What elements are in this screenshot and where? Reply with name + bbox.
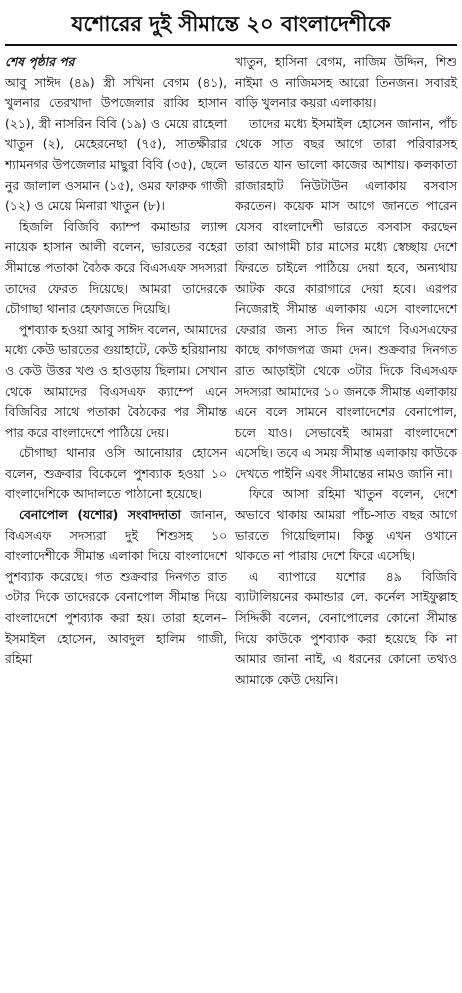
paragraph-names-continued: খাতুন, হাসিনা বেগম, নাজিম উদ্দিন, শিশু নাইমা ও নাজিমসহ আরো তিনজন। সবারই বাড়ি খুলনার কয়রা এলাকায়। <box>235 55 457 111</box>
paragraph-benapole <box>5 505 227 670</box>
paragraph-abu-sayeed: পুশব্যাক হওয়া আবু সাঈদ বলেন, আমাদের মধ্যে কেউ ভারতের গুয়াহাটে, কেউ হরিয়ানায় ও কেউ উত্তর খণ্ড ও হাওড়ায় ছিলাম। সেখান থেকে আমাদের বিএসএফ ক্যাম্পে এনে বিজিবির সাথে পতাকা বৈঠকের পর সীমান্ত পার করে বাংলাদেশে পাঠিয়ে দেয়। <box>5 322 227 440</box>
left-column <box>5 52 227 690</box>
article-body <box>5 52 457 690</box>
paragraph-oc-statement: চৌগাছা থানার ওসি আনোয়ার হোসেন বলেন, শুক্রবার বিকেলে পুশব্যাক হওয়া ১০ বাংলাদেশিকে আদালতে পাঠানো হয়েছে। <box>5 446 227 502</box>
headline: যশোরের দুই সীমান্তে ২০ বাংলাদেশীকে <box>5 4 457 46</box>
paragraph-bgb-commander: এ ব্যাপারে যশোর ৪৯ বিজিবি ব্যাটালিয়নের কমান্ডার লে. কর্নেল সাইফুল্লাহ সিদ্দিকী বলেন, বেনাপোলের কোনো সীমান্ত দিয়ে কাউকে পুশব্যাক করা হয়েছে কি না আমার জানা নাই, এ ধরনের কোনো তথ্যও আমাকে কেউ দেয়নি। <box>235 569 457 687</box>
benapole-dateline: বেনাপোল (যশোর) সংবাদদাতা <box>19 508 182 523</box>
paragraph-rahima-khatun: ফিরে আসা রহিমা খাতুন বলেন, দেশে অভাবে থাকায় আমরা পাঁচ-সাত বছর আগে ভারতে গিয়েছিলাম। কিন্তু এখন ওখানে থাকতে না পারায় দেশে ফিরে এসেছি। <box>235 487 457 564</box>
paragraph-victims-list: আবু সাঈদ (৪৯) স্ত্রী সখিনা বেগম (৪১), খুলনার তেরখাদা উপজেলার রাব্বি হাসান (২১), স্ত্রী নাসরিন বিবি (১৯) ও মেয়ে রাহেলা খাতুন (২), মেহেরনেছা (৭৫), সাতক্ষীরার শ্যামনগর উপজেলার মাছুরা বিবি (৩৫), ছেলে নুর জালাল ওসমান (১৫), ওমর ফারুক গাজী (১২) ও মেয়ে মিনারা খাতুন (৮)। <box>5 75 227 214</box>
paragraph-bgb-statement: হিজলি বিজিবি ক্যাম্প কমান্ডার ল্যান্স নায়েক হাসান আলী বলেন, ভারতের বহেরা সীমান্তে পতাকা বৈঠক করে বিএসএফ সদস্যরা তাদের ফেরত দিয়েছে। আমরা তাদেরকে চৌগাছা থানার হেফাজতে দিয়েছি। <box>5 219 227 317</box>
paragraph-ismail-hossain: তাদের মধ্যে ইসমাইল হোসেন জানান, পাঁচ থেকে সাত বছর আগে তারা পরিবারসহ ভারতে যান ভালো কাজের আশায়। কলকাতা রাজারহাট নিউটাউন এলাকায় বসবাস করতেন। কয়েক মাস আগে জানতে পারেন যেসব বাংলাদেশী ভারতে বসবাস করছেন তারা আগামী চার মাসের মধ্যে স্বেচ্ছায় দেশে ফিরতে চাইলে পাঠিয়ে দেয়া হবে, অন্যথায় আটক করে কারাগারে দেয়া হবে। এরপর নিজেরাই সীমান্ত এলাকায় এসে বাংলাদেশে ফেরার জন্য সাত দিন আগে বিএসএফের কাছে কাগজপত্র জমা দেন। শুক্রবার দিনগত রাত আড়াইটা থেকে ৩টার দিকে বিএসএফ সদস্যরা আমাদের ১০ জনকে সীমান্ত এলাকায় এনে বলে সামনে বাংলাদেশের বেনাপোল, চলে যাও। সেভাবেই আমরা বাংলাদেশে এসেছি। তবে এ সময় সীমান্ত এলাকায় কাউকে দেখতে পাইনি এবং সীমান্তের নামও জানি না। <box>235 116 457 481</box>
continuation-label: শেষ পৃষ্ঠার পর <box>5 55 75 69</box>
right-column <box>235 52 457 690</box>
benapole-text: জানান, বিএসএফ সদস্যরা দুই শিশুসহ ১০ বাংলাদেশীকে সীমান্ত এলাকা দিয়ে বাংলাদেশে পুশব্যাক করেছে। গত শুক্রবার দিনগত রাত ৩টার দিকে তাদেরকে বেনাপোল সীমান্ত দিয়ে বাংলাদেশে পুশব্যাক করা হয়। তারা হলেন– ইসমাইল হোসেন, আবদুল হালিম গাজী, রহিমা <box>5 508 228 667</box>
